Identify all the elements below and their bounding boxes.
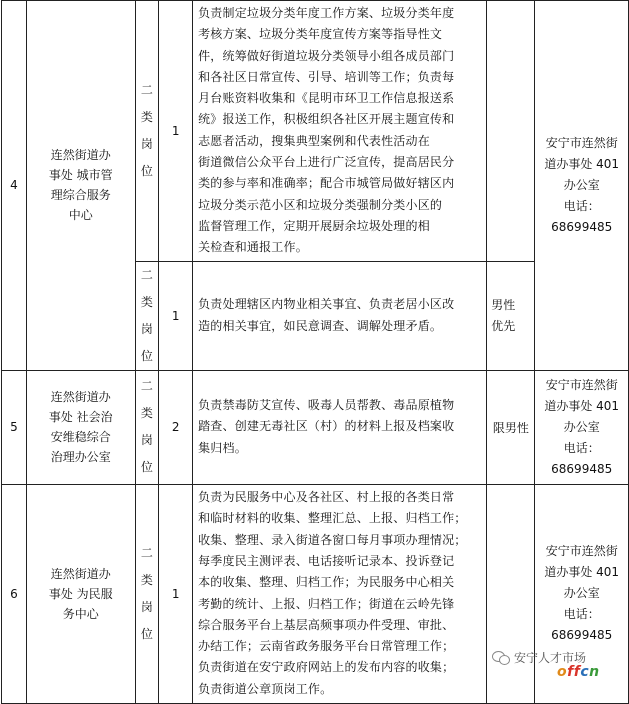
headcount-cell: 2 xyxy=(159,370,193,484)
address-cell: 安宁市连然街 道办事处 401 办公室 电话： 68699485 xyxy=(535,1,629,371)
brand-logo: offcn xyxy=(557,664,600,680)
duty-cell: 负责处理辖区内物业相关事宜、负责老居小区改 造的相关事宜，如民意调查、调解处理矛盾。 xyxy=(193,261,487,370)
duty-cell: 负责为民服务中心及各社区、村上报的各类日常 和临时材料的收集、整理汇总、上报、归档工作； 收集、整理、录入街道各窗口每月事项办理情况； 每季度民主测评表、电话接听记录本、投诉登记 本的收集、整理、归档工作；为民服务中心相关 考勤的统计、上报、归档工作；街道在云岭先锋 综合服务平台上基层高频事项办件受理、审批、 办结工作；云南省政务服务平台日常管理工作； 负责街道在安宁政府网站上的发布内容的收集； 负责街道公章顶岗工作。 xyxy=(193,484,487,703)
headcount-cell: 1 xyxy=(159,1,193,262)
position-type-cell: 二 类 岗 位 xyxy=(135,1,159,262)
department-cell: 连然街道办 事处 为民服 务中心 xyxy=(26,484,135,703)
row-number: 6 xyxy=(2,484,27,703)
row-number: 4 xyxy=(2,1,27,371)
table-row xyxy=(2,1,629,262)
condition-cell: 男性 优先 xyxy=(487,261,535,370)
watermark-text: 安宁人才市场 xyxy=(514,650,587,665)
duty-cell: 负责制定垃圾分类年度工作方案、垃圾分类年度 考核方案、垃圾分类年度宣传方案等指导性文 件，统筹做好街道垃圾分类领导小组各成员部门 和各社区日常宣传、引导、培训等工作；负责每 月台账资料收集和《昆明市环卫工作信息报送系 统》报送工作，积极组织各社区开展主题宣传和 志愿者活动，搜集典型案例和代表性活动在 街道微信公众平台上进行广泛宣传，提高居民分 类的参与率和准确率；配合市城管局做好辖区内 垃圾分类示范小区和垃圾分类强制分类小区的 监督管理工作，定期开展厨余垃圾处理的相 关检查和通报工作。 xyxy=(193,1,487,262)
table-row xyxy=(2,484,629,703)
duty-cell: 负责禁毒防艾宣传、吸毒人员帮教、毒品原植物 踏查、创建无毒社区（村）的材料上报及档案收 集归档。 xyxy=(193,370,487,484)
condition-cell xyxy=(487,1,535,262)
position-type-cell: 二 类 岗 位 xyxy=(135,261,159,370)
headcount-cell: 1 xyxy=(159,484,193,703)
table-row xyxy=(2,370,629,484)
department-cell: 连然街道办 事处 城市管 理综合服务 中心 xyxy=(26,1,135,371)
condition-cell xyxy=(487,484,535,703)
position-type-cell: 二 类 岗 位 xyxy=(135,370,159,484)
positions-table xyxy=(1,0,629,704)
address-cell: 安宁市连然街 道办事处 401 办公室 电话： 68699485 xyxy=(535,370,629,484)
row-number: 5 xyxy=(2,370,27,484)
position-type-cell: 二 类 岗 位 xyxy=(135,484,159,703)
headcount-cell: 1 xyxy=(159,261,193,370)
address-cell: 安宁市连然街 道办事处 401 办公室 电话： 68699485 xyxy=(535,484,629,703)
department-cell: 连然街道办 事处 社会治 安维稳综合 治理办公室 xyxy=(26,370,135,484)
wechat-icon xyxy=(492,650,510,664)
condition-cell: 限男性 xyxy=(487,370,535,484)
